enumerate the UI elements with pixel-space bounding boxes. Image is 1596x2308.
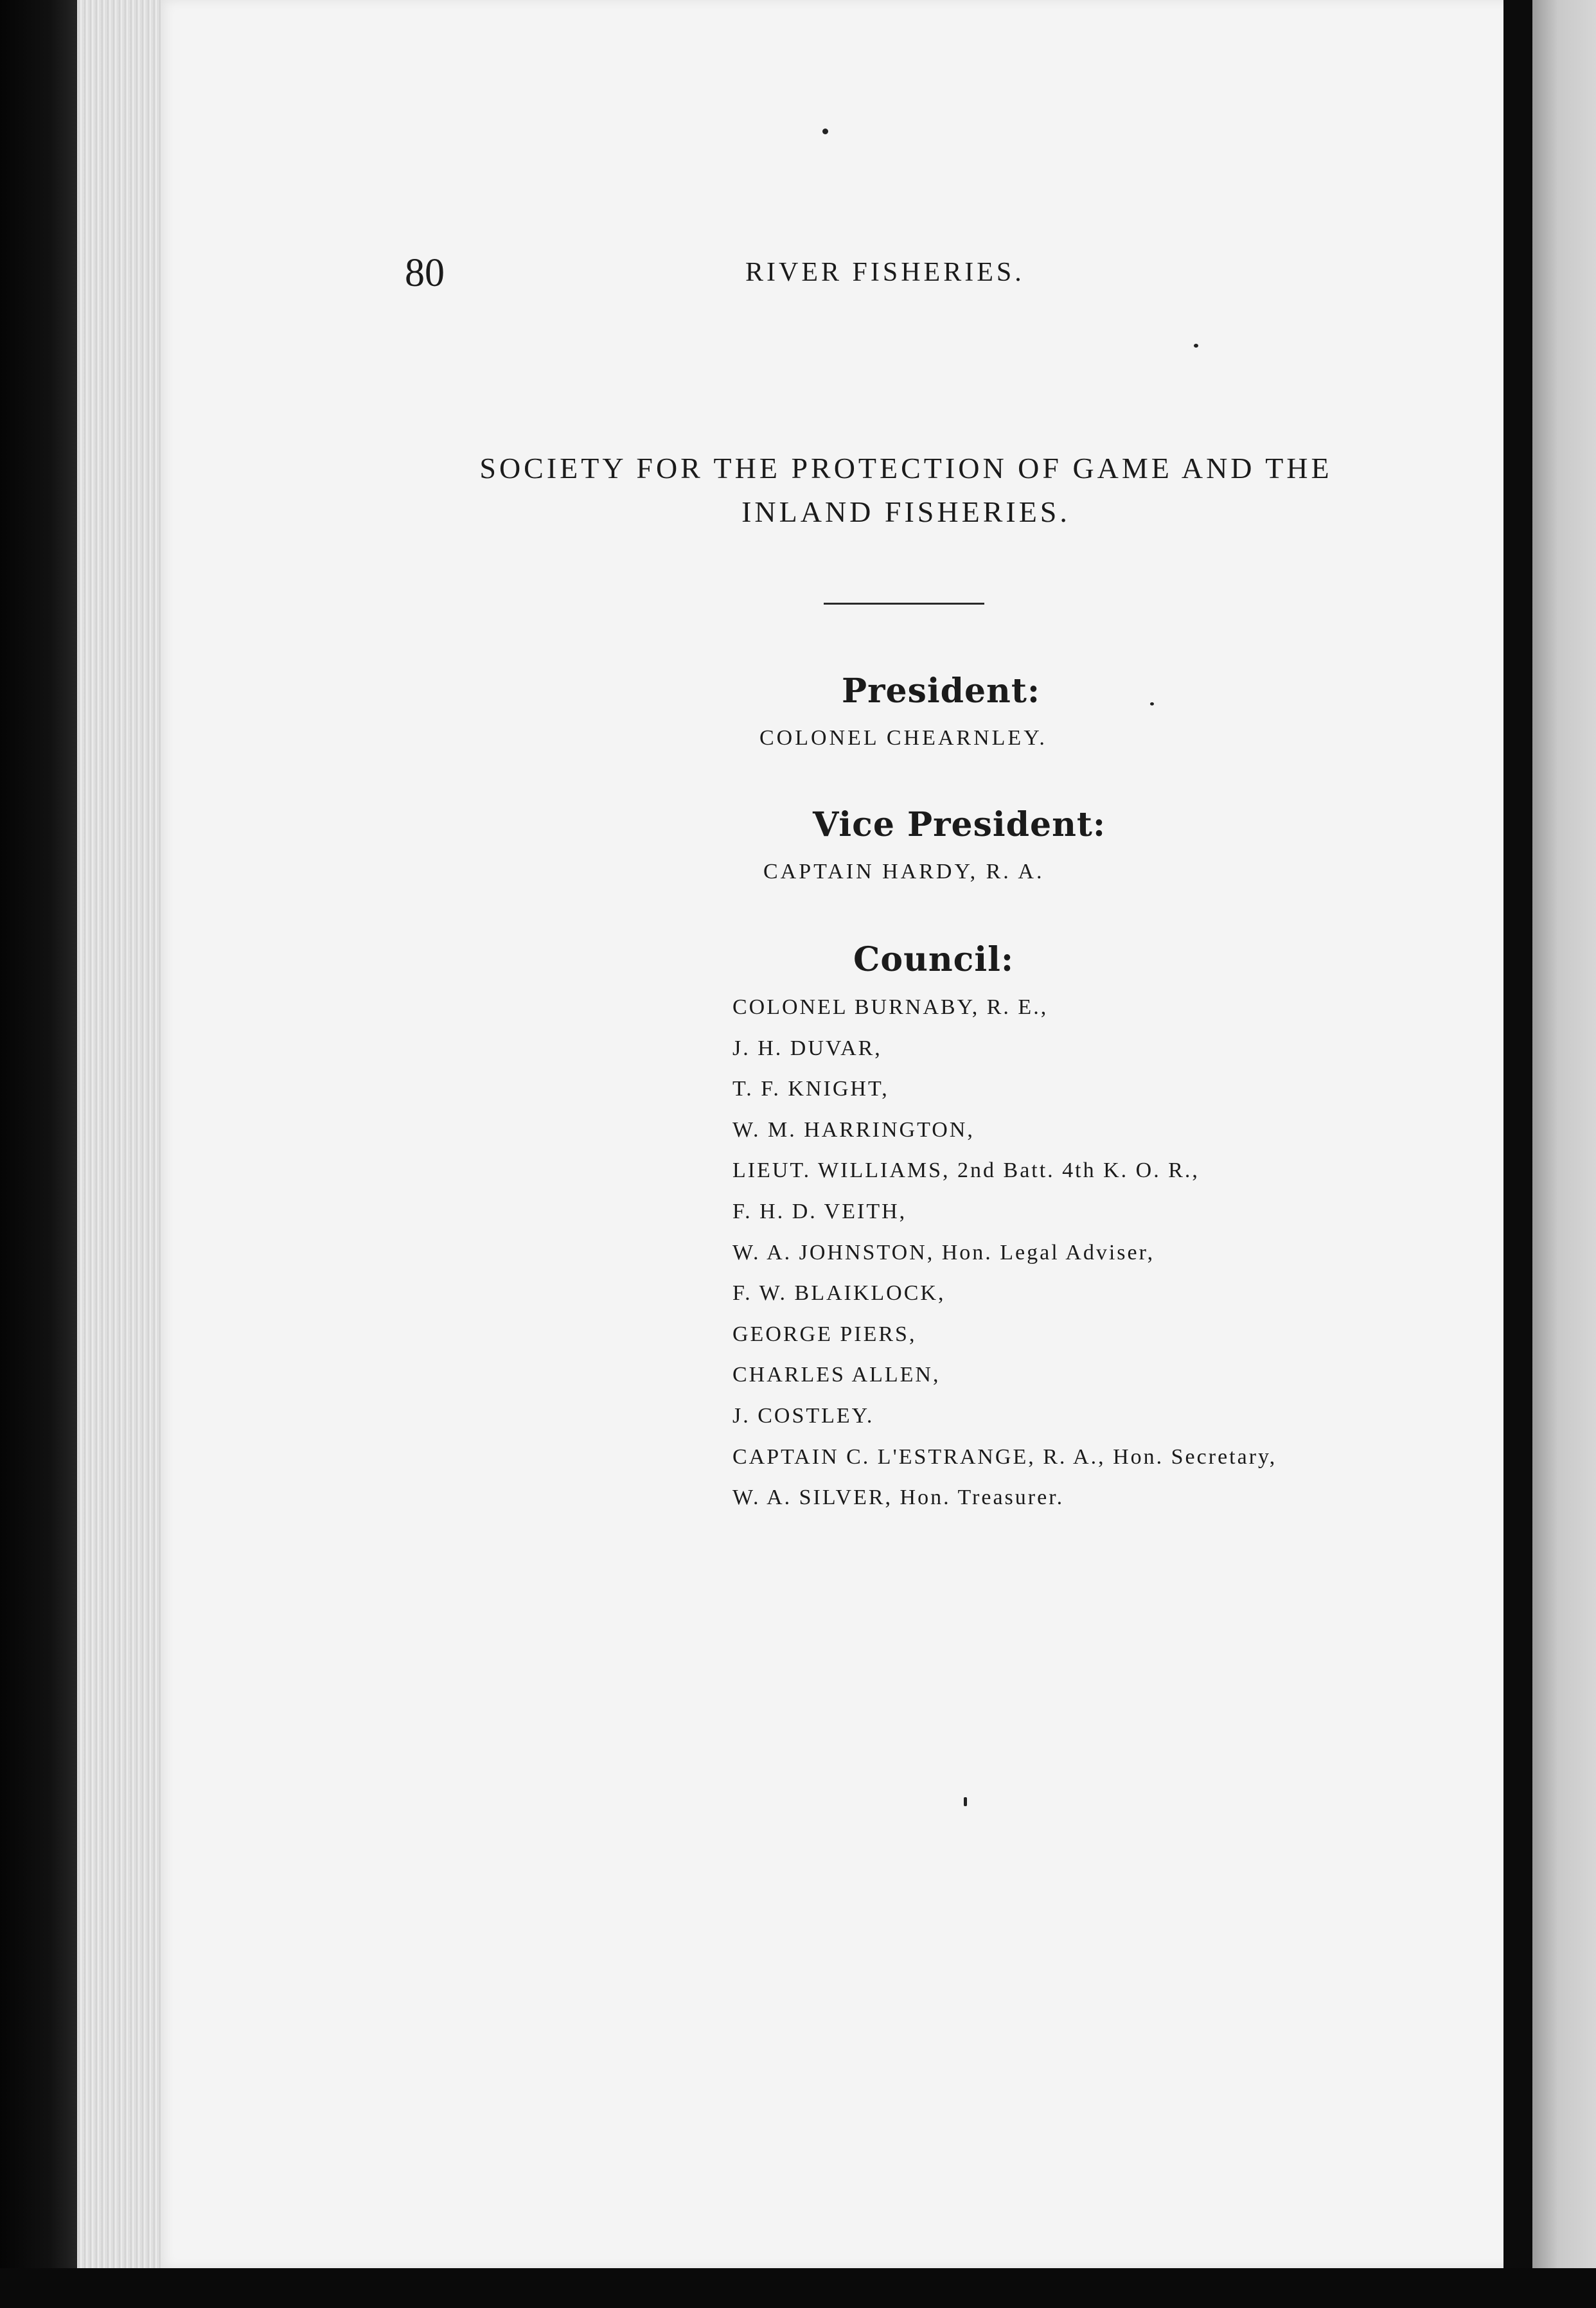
council-member: COLONEL BURNABY, R. E., xyxy=(732,995,1049,1019)
scan-speck xyxy=(964,1797,967,1806)
council-member: F. H. D. VEITH, xyxy=(732,1199,907,1223)
running-head: RIVER FISHERIES. xyxy=(745,258,1025,287)
scan-bottom-edge xyxy=(0,2268,1596,2308)
council-member: W. A. SILVER, Hon. Treasurer. xyxy=(732,1486,1065,1510)
president-name: COLONEL CHEARNLEY. xyxy=(759,726,1047,750)
adjacent-page-edge xyxy=(1532,0,1596,2308)
scan-speck xyxy=(1150,702,1154,706)
council-member: W. M. HARRINGTON, xyxy=(732,1117,975,1142)
president-heading: President: xyxy=(842,671,1041,711)
title-divider xyxy=(824,603,984,605)
page-edges xyxy=(77,0,173,2308)
council-member: GEORGE PIERS, xyxy=(732,1322,917,1346)
book-gutter-right xyxy=(1503,0,1532,2308)
council-member: F. W. BLAIKLOCK, xyxy=(732,1281,946,1306)
council-member: J. COSTLEY. xyxy=(732,1403,874,1428)
council-member: CAPTAIN C. L'ESTRANGE, R. A., Hon. Secretary, xyxy=(732,1444,1277,1469)
council-member: T. F. KNIGHT, xyxy=(732,1077,889,1101)
book-binding-left xyxy=(0,0,84,2308)
vice-president-heading: Vice President: xyxy=(813,805,1106,844)
council-member: W. A. JOHNSTON, Hon. Legal Adviser, xyxy=(732,1240,1155,1265)
scan-speck xyxy=(1194,344,1198,348)
council-heading: Council: xyxy=(853,940,1015,979)
council-member-list xyxy=(732,995,1277,1526)
document-title: SOCIETY FOR THE PROTECTION OF GAME AND THE INLAND FISHERIES. xyxy=(479,452,1333,528)
council-member: LIEUT. WILLIAMS, 2nd Batt. 4th K. O. R., xyxy=(732,1158,1200,1183)
council-member: J. H. DUVAR, xyxy=(732,1036,882,1060)
page-number: 80 xyxy=(405,251,445,295)
council-member: CHARLES ALLEN, xyxy=(732,1363,941,1387)
vice-president-name: CAPTAIN HARDY, R. A. xyxy=(763,860,1045,883)
scan-speck xyxy=(822,129,828,134)
